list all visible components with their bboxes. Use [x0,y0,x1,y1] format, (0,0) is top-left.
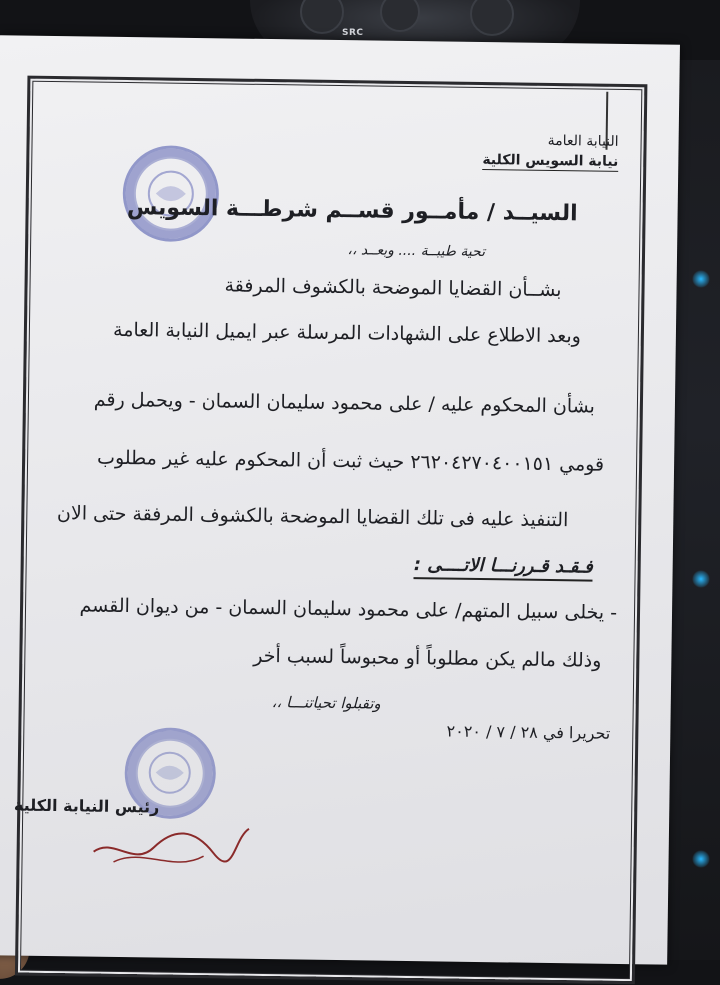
indicator-light [692,850,710,868]
document-date: تحريرا في ٢٨ / ٧ / ٢٠٢٠ [446,721,611,743]
indicator-light [692,270,710,288]
decision-line-1: - يخلى سبيل المتهم/ على محمود سليمان السمان - من ديوان القسم [79,594,618,624]
official-stamp-top [122,145,219,242]
signer-title: رئيس النيابة الكلية [13,795,160,817]
document-paper [0,35,680,964]
decision-line-2: وذلك مالم يكن مطلوباً أو محبوساً لسبب أخر [253,644,602,672]
office-name: نيابة السويس الكلية [482,152,619,170]
body-paragraph-4: التنفيذ عليه فى تلك القضايا الموضحة بالكشوف المرفقة حتى الان [56,502,569,532]
body-paragraph-3: قومي ٢٦٢٠٤٢٧٠٤٠٠١٥١ حيث ثبت أن المحكوم عليه غير مطلوب [96,446,605,476]
authority-name: النيابة العامة [547,132,619,150]
subject-line: بشــأن القضايا الموضحة بالكشوف المرفقة [224,274,562,302]
console-src-label: SRC [342,28,364,38]
body-paragraph-1: وبعد الاطلاع على الشهادات المرسلة عبر ايميل النيابة العامة [112,318,582,348]
greeting: تحية طيبــة .... وبعــد ،، [347,242,486,261]
indicator-light [692,570,710,588]
body-paragraph-2: بشأن المحكوم عليه / على محمود سليمان السمان - ويحمل رقم [93,388,596,418]
decision-heading: فـقـد قـررنـــا الاتــــى : [414,554,593,581]
closing-remark: وتقبلوا تحياتنـــا ،، [271,693,381,713]
addressee-title: السيــد / مأمــور قســم شرطـــة السويس [126,195,578,227]
